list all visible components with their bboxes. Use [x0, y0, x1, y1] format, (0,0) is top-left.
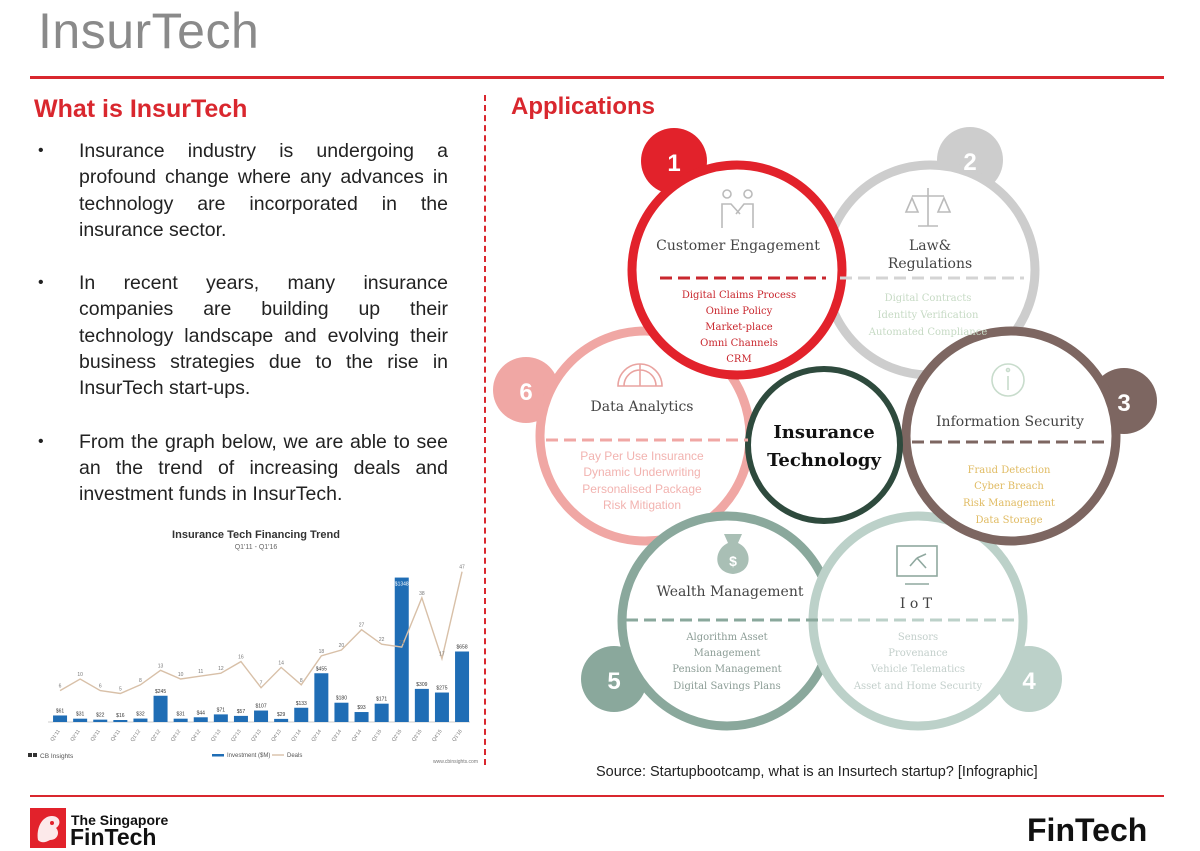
chart-bar-label: $31	[75, 711, 85, 718]
app-item: Provenance	[888, 648, 948, 659]
app-title-data-analytics: Data Analytics	[590, 399, 694, 415]
financing-trend-chart	[26, 518, 482, 770]
app-circle-information-security	[906, 331, 1157, 541]
chart-deal-label: 7	[259, 680, 263, 687]
chart-x-tick: Q3'15	[411, 728, 424, 743]
chart-deal-label: 8	[299, 677, 303, 684]
app-number: 3	[1117, 390, 1131, 417]
logo-line-1: The Singapore	[71, 812, 169, 828]
chart-x-tick: Q1'12	[129, 728, 143, 743]
chart-bar	[314, 673, 328, 722]
app-item: Management	[693, 648, 761, 659]
app-item: Pay Per Use Insurance	[580, 449, 704, 463]
chart-deal-label: 22	[378, 637, 385, 644]
chart-bars	[53, 578, 469, 722]
chart-subtitle: Q1'11 - Q1'16	[234, 544, 278, 551]
chart-x-tick: Q2'14	[310, 728, 323, 743]
bullet-item	[34, 138, 448, 243]
chart-deal-label: 21	[398, 640, 405, 647]
applications-infographic	[485, 110, 1165, 760]
app-item: Risk Mitigation	[602, 498, 682, 512]
chart-bar-label: $44	[196, 710, 205, 717]
bullet-item	[34, 270, 448, 401]
footer-divider	[30, 795, 1164, 797]
app-item: Vehicle Telematics	[870, 664, 966, 675]
page-title: InsurTech	[38, 3, 260, 59]
chart-x-tick: Q4'14	[350, 728, 364, 743]
app-item: Omni Channels	[700, 338, 778, 349]
app-item: Algorithm Asset	[686, 632, 768, 643]
chart-x-tick: Q3'13	[250, 728, 263, 743]
chart-deal-label: 16	[238, 654, 244, 661]
bullet-text: In recent years, many insurance companies are building up their technology landscape and evolving their business strategies due to the rise in InsurTech start-ups.	[79, 272, 448, 400]
chart-bar-label: $71	[216, 707, 226, 714]
bullet-symbol: •	[38, 274, 44, 292]
chart-bar	[435, 693, 449, 722]
chart-bar	[53, 715, 67, 722]
cb-insights-logo	[28, 753, 74, 760]
chart-footer-url: www.cbinsights.com	[432, 759, 478, 765]
chart-bar-label: $32	[136, 711, 145, 718]
header-divider	[30, 76, 1164, 79]
chart-bar-label: $57	[236, 708, 246, 715]
chart-bar-label: $133	[295, 700, 307, 707]
chart-x-tick: Q4'11	[109, 728, 122, 743]
chart-deal-label: 27	[358, 622, 365, 629]
chart-bar-label: $455	[315, 666, 327, 673]
app-item: Online Policy	[705, 306, 773, 317]
app-title-law-line1: Law&	[908, 238, 952, 254]
chart-bar-label: $658	[456, 644, 468, 651]
chart-deal-label: 38	[419, 590, 425, 597]
chart-x-tick: Q4'13	[270, 728, 283, 743]
chart-bar-label: $180	[335, 695, 348, 702]
chart-x-tick: Q3'11	[89, 728, 102, 743]
chart-bar-label: $309	[416, 681, 428, 688]
chart-deal-label: 10	[77, 672, 83, 678]
app-item: Pension Management	[672, 664, 782, 675]
chart-bar	[133, 719, 147, 722]
chart-x-tick: Q1'15	[370, 728, 384, 743]
chart-deal-label: 13	[157, 663, 164, 670]
chart-deal-label: 47	[459, 564, 465, 571]
app-item: Digital Claims Process	[681, 290, 797, 301]
app-number: 5	[607, 668, 621, 695]
chart-bar-label: $16	[116, 713, 125, 719]
app-number: 6	[519, 379, 533, 406]
chart-bar-label: $275	[436, 685, 448, 692]
chart-bar	[214, 714, 228, 722]
chart-x-tick: Q2'12	[149, 728, 163, 743]
chart-bar-label: $61	[55, 708, 65, 715]
chart-deal-label: 6	[98, 683, 102, 690]
app-item: Digital Contracts	[884, 293, 972, 304]
chart-deal-label: 6	[58, 683, 62, 690]
chart-bar	[113, 720, 127, 722]
chart-deal-label: 17	[439, 651, 445, 658]
chart-x-tick: Q1'16	[451, 728, 464, 743]
legend-deals: Deals	[287, 753, 303, 759]
bullet-list	[34, 138, 448, 535]
chart-deal-label: 5	[118, 686, 122, 693]
app-item: Risk Management	[963, 498, 1055, 509]
chart-bar	[274, 719, 288, 722]
chart-bar	[93, 720, 107, 722]
app-item: Market-place	[705, 322, 773, 333]
chart-bar-label: $107	[255, 703, 267, 710]
cb-insights-text: CB Insights	[40, 753, 74, 760]
chart-title: Insurance Tech Financing Trend	[172, 529, 340, 541]
chart-bar-label: $245	[154, 688, 167, 695]
right-section-heading: Applications	[511, 93, 656, 120]
legend-swatch-investment	[212, 754, 224, 757]
app-item: Identity Verification	[877, 310, 979, 321]
app-item: Automated Compliance	[868, 327, 988, 338]
app-item: Cyber Breach	[974, 481, 1044, 492]
app-item: Data Storage	[975, 515, 1043, 526]
app-number: 4	[1022, 668, 1036, 695]
chart-x-tick: Q1'11	[49, 728, 62, 743]
svg-text:$: $	[729, 553, 737, 569]
chart-bar	[294, 708, 308, 722]
chart-bar-label: $171	[376, 696, 388, 703]
chart-x-tick: Q3'14	[330, 728, 344, 743]
chart-x-tick: Q2'11	[69, 728, 82, 743]
app-title-information-security: Information Security	[936, 414, 1084, 430]
chart-bar	[415, 689, 429, 722]
chart-deal-label: 11	[198, 669, 204, 676]
app-title-wealth-management: Wealth Management	[656, 584, 804, 600]
center-line-1: Insurance	[773, 422, 875, 443]
chart-bar-label: $22	[96, 712, 105, 719]
app-number: 2	[963, 149, 977, 176]
chart-deal-label: 10	[177, 672, 184, 678]
chart-bar-label: $31	[176, 711, 185, 718]
chart-bar-label: $93	[357, 705, 366, 712]
chart-bar	[375, 704, 389, 722]
chart-x-tick: Q1'14	[290, 728, 303, 743]
chart-x-ticks	[49, 729, 463, 743]
bullet-item	[34, 429, 448, 508]
chart-bar	[73, 719, 87, 722]
app-item: Sensors	[897, 632, 939, 643]
app-item: Fraud Detection	[967, 465, 1051, 476]
chart-legend	[212, 753, 302, 759]
chart-bar	[395, 578, 409, 722]
chart-x-tick: Q2'13	[230, 728, 243, 743]
chart-bar	[154, 696, 168, 722]
chart-bar	[455, 652, 469, 723]
lion-logo-icon	[30, 808, 66, 848]
chart-bar-label: $1348	[394, 581, 409, 588]
app-title-iot: I o T	[899, 596, 933, 612]
chart-x-tick: Q3'12	[169, 728, 183, 743]
app-item: CRM	[726, 354, 752, 365]
chart-bar	[234, 716, 248, 722]
chart-deal-label: 12	[218, 666, 224, 673]
app-title-customer-engagement: Customer Engagement	[656, 238, 820, 254]
app-number: 1	[667, 150, 681, 177]
app-item: Asset and Home Security	[853, 681, 983, 692]
chart-bar	[194, 717, 208, 722]
center-line-2: Technology	[767, 450, 881, 471]
center-circle	[748, 369, 900, 521]
chart-deal-label: 8	[139, 677, 142, 684]
app-title-law-line2: Regulations	[887, 256, 973, 272]
chart-deal-label: 14	[278, 660, 284, 667]
legend-investment: Investment ($M)	[227, 753, 271, 759]
chart-x-tick: Q4'15	[431, 728, 444, 743]
left-section-heading: What is InsurTech	[34, 95, 248, 123]
app-item: Personalised Package	[582, 482, 702, 496]
bullet-symbol: •	[38, 432, 44, 450]
chart-bar	[334, 703, 348, 722]
chart-x-tick: Q2'15	[390, 728, 404, 743]
chart-bar-label: $29	[276, 711, 286, 718]
chart-deal-label: 18	[318, 648, 325, 655]
source-caption: Source: Startupbootcamp, what is an Insurtech startup? [Infographic]	[596, 764, 1038, 780]
bullet-symbol: •	[38, 142, 44, 159]
chart-bar	[174, 719, 188, 722]
app-item: Dynamic Underwriting	[583, 465, 701, 479]
chart-bar	[355, 712, 369, 722]
footer-brand: FinTech	[1027, 812, 1148, 848]
chart-bar	[254, 711, 268, 722]
bullet-text: From the graph below, we are able to see an the trend of increasing deals and investment funds in InsurTech.	[79, 430, 448, 506]
app-item: Digital Savings Plans	[673, 681, 781, 692]
chart-x-tick: Q4'12	[189, 728, 203, 743]
chart-deal-label: 20	[338, 643, 345, 649]
chart-x-tick: Q1'13	[210, 728, 223, 743]
logo-line-2: FinTech	[70, 824, 157, 850]
bullet-text: Insurance industry is undergoing a profound change where any advances in technology are incorporated in the insurance sector.	[79, 140, 448, 241]
